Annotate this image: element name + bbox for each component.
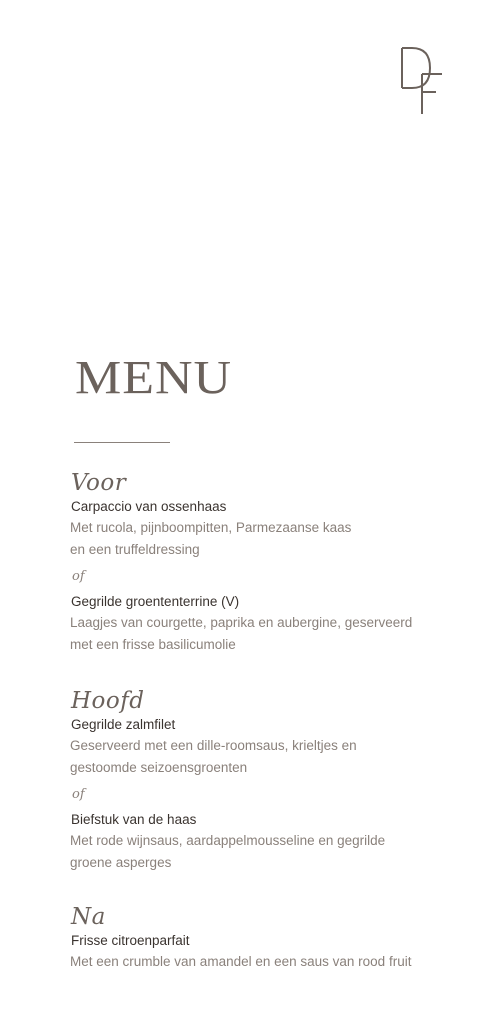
title-divider	[74, 442, 170, 443]
dish-description	[70, 951, 430, 973]
dish-desc-line: Met rucola, pijnboompitten, Parmezaanse kaas	[70, 520, 352, 535]
dish-description	[70, 735, 430, 779]
section-na	[70, 906, 430, 973]
dish-desc-line: Laagjes van courgette, paprika en aubergine, geserveerd	[70, 615, 413, 630]
df-monogram-icon	[396, 44, 448, 118]
dish-name: Gegrilde zalmfilet	[71, 717, 176, 732]
section-hoofd	[70, 690, 430, 874]
section-voor	[70, 472, 430, 656]
or-separator: of	[72, 569, 85, 584]
dish-desc-line: Met rode wijnsaus, aardappelmousseline en gegrilde	[70, 833, 386, 848]
menu-title: MENU	[75, 352, 233, 405]
dish-desc-line: en een truffeldressing	[70, 542, 200, 557]
monogram-logo	[396, 44, 448, 118]
dish-desc-line: Met een crumble van amandel en een saus van rood fruit	[70, 954, 412, 969]
dish-name: Gegrilde groententerrine (V)	[71, 594, 240, 609]
dish-name: Biefstuk van de haas	[71, 812, 197, 827]
dish-description	[70, 830, 430, 874]
dish-desc-line: Geserveerd met een dille-roomsaus, krieltjes en	[70, 738, 357, 753]
section-title: Na	[71, 904, 106, 930]
dish-description	[70, 612, 430, 656]
dish-desc-line: groene asperges	[70, 855, 172, 870]
dish-name: Carpaccio van ossenhaas	[71, 499, 227, 514]
dish-desc-line: gestoomde seizoensgroenten	[70, 760, 248, 775]
dish-name: Frisse citroenparfait	[71, 933, 190, 948]
or-separator: of	[72, 787, 85, 802]
dish-description	[70, 517, 430, 561]
section-title: Hoofd	[71, 688, 145, 714]
dish-desc-line: met een frisse basilicumolie	[70, 637, 236, 652]
section-title: Voor	[71, 470, 127, 496]
